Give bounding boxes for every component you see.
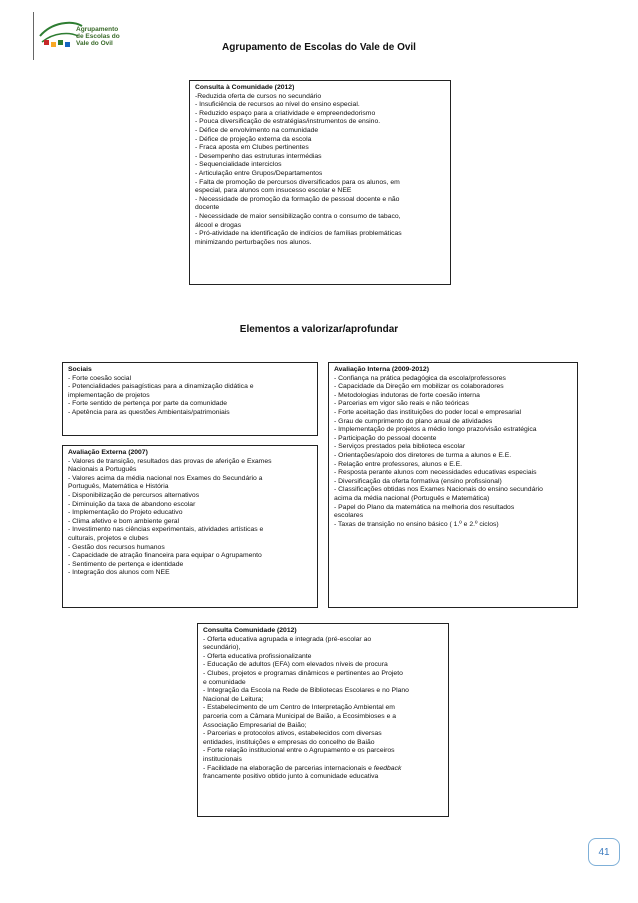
box-line: - Clubes, projetos e programas dinâmicos e pertinentes ao Projeto (203, 669, 403, 677)
box-line: docente (195, 204, 220, 212)
box-line: institucionais (203, 755, 242, 763)
box-line: - Défice de envolvimento na comunidade (195, 126, 319, 134)
box-line: - Diminuição da taxa de abandono escolar (68, 500, 196, 508)
box-line: - Diversificação da oferta formativa (ensino profissional) (334, 477, 502, 485)
box-line: - Valores acima da média nacional nos Exames do Secundário a (68, 474, 263, 482)
box-line: - Potencialidades paisagísticas para a dinamização didática e (68, 383, 254, 391)
consulta-comunidade-bottom-box (197, 623, 449, 817)
box-line: escolares (334, 512, 364, 520)
box-title: Avaliação Interna (2009-2012) (334, 366, 429, 373)
box-line (203, 765, 443, 774)
box-line: álcool e drogas (195, 221, 242, 229)
box-line: - Parcerias e protocolos ativos, estabelecidos com diversas (203, 730, 382, 738)
box-line: - Capacidade da Direção em mobilizar os colaboradores (334, 383, 504, 391)
box-line: - Confiança na prática pedagógica da escola/professores (334, 374, 506, 382)
box-line: implementação de projetos (68, 391, 150, 399)
box-line: -Reduzida oferta de cursos no secundário (195, 92, 322, 100)
box-line: - Forte coesão social (68, 374, 132, 382)
box-line: - Pró-atividade na identificação de indícios de famílias problemáticas (195, 230, 402, 238)
box-line: - Fraca aposta em Clubes pertinentes (195, 144, 309, 152)
box-line: - Défice de projeção externa da escola (195, 135, 312, 143)
section-title: Elementos a valorizar/aprofundar (239, 324, 399, 335)
box-line: - Forte sentido de pertença por parte da comunidade (68, 400, 228, 408)
consulta-comunidade-top-box (189, 80, 451, 285)
box-line: - Clima afetivo e bom ambiente geral (68, 517, 180, 525)
box-line: - Apetência para as questões Ambientais/patrimoniais (68, 408, 230, 416)
box-line: Nacional de Leitura; (203, 695, 264, 703)
box-line: - Classificações obtidas nos Exames Nacionais do ensino secundário (334, 486, 543, 494)
box-line: - Grau de cumprimento do plano anual de atividades (334, 417, 493, 425)
page-header-title: Agrupamento de Escolas do Vale de Ovil (222, 42, 416, 53)
box-line: - Forte relação institucional entre o Agrupamento e os parceiros (203, 747, 395, 755)
avaliacao-interna-box (328, 362, 578, 608)
logo-line: Vale do Ovil (76, 40, 113, 47)
box-line: - Educação de adultos (EFA) com elevados níveis de procura (203, 661, 388, 669)
box-line: Associação Empresarial de Baião; (203, 721, 307, 729)
page-number: 41 (588, 838, 620, 866)
box-title: Avaliação Externa (2007) (68, 449, 148, 456)
box-line: - Serviços prestados pela biblioteca escolar (334, 443, 466, 451)
box-line: entidades, instituições e empresas do concelho de Baião (203, 738, 375, 746)
box-line: - Forte aceitação das instituições do poder local e empresarial (334, 408, 522, 416)
box-line: secundário), (203, 644, 241, 652)
box-line: - Reduzido espaço para a criatividade e empreendedorismo (195, 109, 376, 117)
box-line: - Estabelecimento de um Centro de Interpretação Ambiental em (203, 704, 395, 712)
box-line: - Taxas de transição no ensino básico ( 1.º e 2.º ciclos) (334, 520, 499, 528)
box-line: - Pouca diversificação de estratégias/instrumentos de ensino. (195, 118, 381, 126)
box-line: e comunidade (203, 678, 246, 686)
box-line: especial, para alunos com insucesso escolar e NEE (195, 187, 352, 195)
box-title: Consulta à Comunidade (2012) (195, 84, 295, 91)
box-title: Sociais (68, 366, 92, 373)
box-line: - Implementação do Projeto educativo (68, 509, 183, 517)
box-line: - Implementação de projetos a médio longo prazo/visão estratégica (334, 426, 537, 434)
box-line: culturais, projetos e clubes (68, 534, 149, 542)
box-line: - Gestão dos recursos humanos (68, 543, 165, 551)
box-line: - Orientações/apoio dos diretores de turma a alunos e E.E. (334, 451, 512, 459)
box-title: Consulta Comunidade (2012) (203, 627, 297, 634)
box-line: - Capacidade de atração financeira para equipar o Agrupamento (68, 552, 262, 560)
box-line: - Necessidade de maior sensibilização contra o consumo de tabaco, (195, 212, 401, 220)
box-line: francamente positivo obtido junto à comunidade educativa (203, 773, 379, 781)
box-line: - Resposta perante alunos com necessidades educativas especiais (334, 469, 537, 477)
box-line: - Falta de promoção de percursos diversificados para os alunos, em (195, 178, 400, 186)
box-line: - Articulação entre Grupos/Departamentos (195, 169, 323, 177)
box-line: - Desempenho das estruturas intermédias (195, 152, 322, 160)
box-line: - Valores de transição, resultados das provas de aferição e Exames (68, 457, 272, 465)
box-line: Nacionais a Português (68, 466, 137, 474)
box-line: - Sequencialidade interciclos (195, 161, 282, 169)
box-line-italic: feedback (373, 764, 402, 772)
box-line: acima da média nacional (Português e Matemática) (334, 494, 490, 502)
avaliacao-externa-box (62, 445, 318, 608)
box-line: Português, Matemática e História (68, 483, 169, 491)
sociais-box (62, 362, 318, 436)
box-line: - Relação entre professores, alunos e E.E. (334, 460, 463, 468)
box-line: - Papel do Plano da matemática na melhoria dos resultados (334, 503, 515, 511)
box-line: minimizando perturbações nos alunos. (195, 238, 312, 246)
box-line: - Oferta educativa agrupada e integrada (pré-escolar ao (203, 635, 372, 643)
box-line-text: - Facilidade na elaboração de parcerias internacionais e (203, 764, 374, 772)
box-line: - Necessidade de promoção da formação de pessoal docente e não (195, 195, 400, 203)
box-line: parceria com a Câmara Municipal de Baião, a Ecosimbioses e a (203, 712, 397, 720)
box-line: - Investimento nas ciências experimentais, atividades artísticas e (68, 526, 264, 534)
box-line: - Parcerias em vigor são reais e não teóricas (334, 400, 469, 408)
box-line: - Disponibilização de percursos alternativos (68, 491, 200, 499)
box-line: - Metodologias indutoras de forte coesão interna (334, 391, 480, 399)
box-line: - Insuficiência de recursos ao nível do ensino especial. (195, 101, 360, 109)
box-line: - Integração dos alunos com NEE (68, 569, 170, 577)
logo-line: de Escolas do (76, 33, 120, 40)
box-line: - Sentimento de pertença e identidade (68, 560, 184, 568)
box-line: - Participação do pessoal docente (334, 434, 437, 442)
box-line: - Integração da Escola na Rede de Bibliotecas Escolares e no Plano (203, 687, 409, 695)
logo-line: Agrupamento (76, 26, 119, 33)
box-line: - Oferta educativa profissionalizante (203, 652, 312, 660)
